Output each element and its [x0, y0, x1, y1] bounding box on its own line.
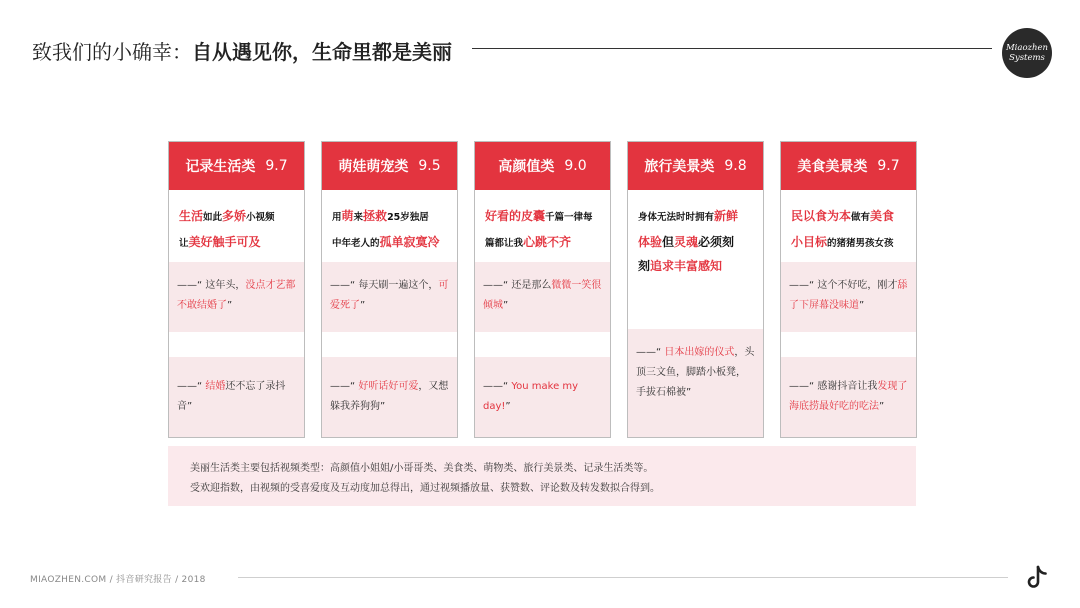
text-run: ”	[879, 401, 885, 412]
popularity-score: 9.7	[265, 158, 288, 174]
popularity-score: 9.5	[418, 158, 441, 174]
text-run: 来	[353, 212, 364, 223]
text-run: 但	[662, 235, 675, 249]
text-run: 做有	[851, 212, 871, 223]
popularity-score: 9.7	[877, 158, 900, 174]
note-line: 受欢迎指数，由视频的受喜爱度及互动度加总得出，通过视频播放量、获赞数、评论数及转发数拟合得到。	[190, 483, 660, 494]
user-comment	[475, 357, 610, 438]
text-run: 多娇	[222, 209, 247, 223]
text-run: ——“	[330, 381, 359, 392]
card-header	[322, 142, 457, 190]
user-comment	[169, 262, 304, 332]
user-comment	[169, 357, 304, 438]
category-tagline	[781, 190, 916, 262]
text-run: 追求丰富感知	[650, 259, 723, 273]
text-run: ——“ 这个不好吃，刚才	[789, 280, 898, 291]
miaozhen-logo: Miaozhen Systems	[1002, 28, 1052, 78]
text-run: ——“ 这年头，	[177, 280, 246, 291]
text-run: 必须刻	[698, 235, 735, 249]
text-run: 灵魂	[674, 235, 699, 249]
category-name: 旅行美景类	[644, 159, 715, 175]
tagline-line	[791, 230, 912, 256]
spacer	[322, 332, 457, 357]
category-card	[168, 141, 305, 438]
text-run: 好听话好可爱	[358, 381, 419, 392]
spacer	[475, 332, 610, 357]
text-run: 可爱死了	[330, 280, 449, 311]
popularity-score: 9.8	[724, 158, 747, 174]
footer-divider	[238, 577, 1008, 578]
title-main: 自从遇见你，生命里都是美丽	[192, 40, 452, 64]
card-header	[781, 142, 916, 190]
text-run: 还不忘了录抖音”	[177, 381, 286, 412]
text-run: 小目标	[791, 235, 828, 249]
tagline-line	[485, 230, 606, 256]
spacer	[169, 332, 304, 357]
text-run: 让	[179, 238, 189, 249]
text-run: ”	[360, 300, 366, 311]
tagline-line	[179, 204, 300, 230]
text-run: 好看的皮囊	[485, 209, 546, 223]
category-card	[321, 141, 458, 438]
text-run: ”	[859, 300, 865, 311]
tagline-line	[638, 230, 759, 254]
note-line: 美丽生活类主要包括视频类型：高颜值小姐姐/小哥哥类、美食类、萌物类、旅行美景类、记录生活类等。	[190, 463, 654, 474]
text-run: ——“	[177, 381, 206, 392]
card-header	[169, 142, 304, 190]
popularity-score: 9.0	[564, 158, 587, 174]
user-comment	[781, 262, 916, 332]
category-card	[627, 141, 764, 438]
text-run: You make my day!	[483, 381, 579, 412]
text-run: 体验	[638, 235, 663, 249]
text-run: 新鲜	[714, 209, 739, 223]
category-name: 美食美景类	[797, 159, 868, 175]
user-comment	[322, 262, 457, 332]
text-run: 小视频	[246, 212, 275, 223]
text-run: ——“ 感谢抖音让我	[789, 381, 878, 392]
title-prefix: 致我们的小确幸：	[32, 40, 192, 64]
text-run: 心跳不齐	[523, 235, 572, 249]
text-run: 孤单寂寞冷	[379, 235, 440, 249]
text-run: ——“ 每天刷一遍这个，	[330, 280, 439, 291]
tiktok-icon	[1022, 563, 1052, 593]
text-run: 刻	[638, 259, 651, 273]
text-run: 的猪猪男孩女孩	[827, 238, 894, 249]
text-run: 民以食为本	[791, 209, 852, 223]
text-run: 美食	[870, 209, 895, 223]
text-run: 篇都让我	[485, 238, 524, 249]
text-run: ”	[227, 300, 233, 311]
text-run: 没点才艺都不敢结婚了	[177, 280, 296, 311]
text-run: ，又想躲我养狗狗”	[330, 381, 449, 412]
text-run: 用	[332, 212, 342, 223]
text-run: 千篇一律每	[545, 212, 593, 223]
text-run: 美好触手可及	[188, 235, 261, 249]
category-tagline	[322, 190, 457, 262]
text-run: 微微一笑很倾城	[483, 280, 602, 311]
category-name: 高颜值类	[498, 159, 555, 175]
category-name: 记录生活类	[185, 159, 256, 175]
tagline-line	[638, 204, 759, 230]
page-title	[32, 36, 452, 65]
text-run: 萌	[341, 209, 354, 223]
category-tagline	[475, 190, 610, 262]
text-run: ”	[503, 300, 509, 311]
text-run: ——“	[483, 381, 512, 392]
text-run: 如此	[203, 212, 223, 223]
tagline-line	[638, 254, 759, 278]
tagline-line	[791, 204, 912, 230]
category-name: 萌娃萌宠类	[338, 159, 409, 175]
text-run: 舔了下屏幕没味道	[789, 280, 908, 311]
text-run: ——“	[636, 347, 665, 358]
text-run: ——“ 还是那么	[483, 280, 552, 291]
user-comment	[475, 262, 610, 332]
text-run: 发现了海底捞最好吃的吃法	[789, 381, 908, 412]
text-run: 25岁独居	[387, 212, 429, 223]
category-tagline	[628, 190, 763, 316]
category-card	[780, 141, 917, 438]
tagline-line	[332, 204, 453, 230]
text-run: 拯救	[363, 209, 388, 223]
card-header	[628, 142, 763, 190]
user-comment	[322, 357, 457, 438]
text-run: 结婚	[205, 381, 226, 392]
text-run: ”	[505, 401, 511, 412]
tagline-line	[179, 230, 300, 256]
text-run: 日本出嫁的仪式	[664, 347, 735, 358]
footer-source: MIAOZHEN.COM / 抖音研究报告 / 2018	[30, 575, 206, 585]
title-divider	[472, 48, 992, 49]
text-run: 生活	[179, 209, 204, 223]
footnote-box	[168, 446, 916, 506]
text-run: ，头顶三文鱼，脚踏小板凳，手拔石棉被”	[636, 347, 755, 398]
user-comment	[781, 357, 916, 438]
tagline-line	[332, 230, 453, 256]
category-card	[474, 141, 611, 438]
tagline-line	[485, 204, 606, 230]
user-comment	[628, 329, 763, 437]
text-run: 身体无法时时拥有	[638, 212, 715, 223]
spacer	[781, 332, 916, 357]
card-header	[475, 142, 610, 190]
category-tagline	[169, 190, 304, 262]
text-run: 中年老人的	[332, 238, 380, 249]
